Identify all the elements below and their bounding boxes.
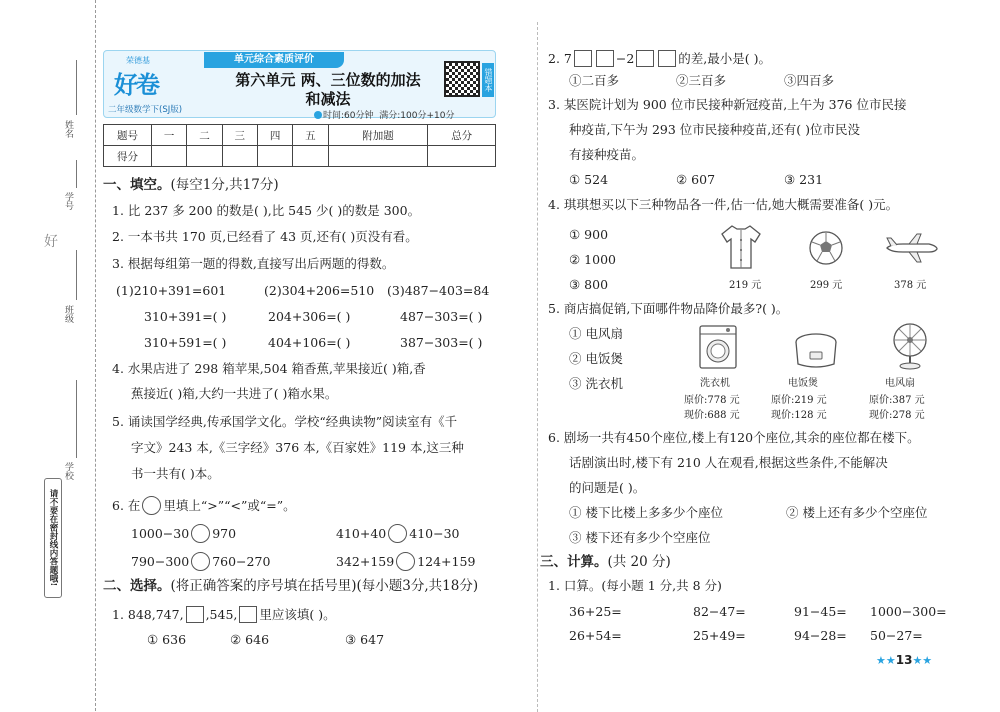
s1-q4-line1: 4. 水果店进了 298 箱苹果,504 箱香蕉,苹果接近( )箱,香	[112, 361, 426, 376]
electric-fan-icon	[888, 322, 932, 370]
evaluation-tag: 单元综合素质评价	[204, 52, 344, 68]
s1-q3-g2-c: 404+106=( )	[268, 335, 351, 350]
fan-orig-price: 原价:387 元	[869, 395, 925, 406]
s2-q1-opt3: ③ 647	[345, 632, 385, 647]
score-row-label: 得分	[104, 146, 152, 167]
clock-icon	[314, 111, 322, 119]
svg-text:好: 好	[44, 234, 58, 250]
mistake-book-tag: 错题本	[482, 63, 494, 97]
grade-label: 二年级数学下(SJ版)	[108, 105, 183, 115]
compare-circle[interactable]	[191, 524, 210, 543]
student-id-line[interactable]	[76, 160, 77, 188]
ball-price: 299 元	[810, 280, 843, 291]
unit-banner	[103, 50, 496, 121]
s1-q4-line2: 蕉接近( )箱,大约一共进了( )箱水果。	[131, 386, 338, 401]
unit-title	[208, 71, 448, 109]
time-limit: 时间:60分钟	[323, 111, 374, 121]
compare-3	[131, 552, 270, 571]
seal-mark-icon	[40, 222, 70, 258]
cooker-now-price: 现价:128 元	[771, 410, 827, 421]
compare-left: 1000−30	[131, 526, 190, 541]
s2-q5-opt2: ② 电饭煲	[569, 351, 623, 366]
section2-title: 二、选择。	[103, 578, 171, 594]
rice-cooker-icon	[793, 330, 839, 370]
s2-q1-post: 里应该填( )。	[259, 607, 336, 622]
compare-circle	[142, 496, 161, 515]
washer-name: 洗衣机	[700, 378, 730, 389]
washer-now-price: 现价:688 元	[684, 410, 740, 421]
s2-q2-opt2: ②三百多	[676, 73, 727, 88]
s2-q4: 4. 琪琪想买以下三种物品各一件,估一估,她大概需要准备( )元。	[548, 197, 899, 212]
oral-calc: 36+25=	[569, 604, 622, 619]
s1-q5-line3: 书一共有( )本。	[131, 466, 220, 481]
score-input-cell[interactable]	[187, 146, 222, 167]
section1-note: (每空1分,共17分)	[170, 177, 279, 193]
student-id-label: 学号	[63, 192, 73, 210]
s3-sub-heading	[548, 578, 722, 594]
blank-box[interactable]	[636, 50, 654, 67]
blank-box[interactable]	[239, 606, 257, 623]
logo-text: 好卷	[114, 71, 158, 99]
s2-q3-opt3: ③ 231	[784, 172, 824, 187]
compare-left: 790−300	[131, 554, 190, 569]
section1-title: 一、填空。	[103, 177, 171, 193]
seal-line	[95, 0, 96, 711]
s1-q3-g1-c: 310+591=( )	[144, 335, 227, 350]
shirt-icon	[718, 222, 764, 272]
compare-right: 760−270	[212, 554, 271, 569]
no-answer-warning: 请不要在密封线内答题哦!	[44, 478, 62, 598]
score-input-cell[interactable]	[328, 146, 428, 167]
s2-q2	[548, 50, 771, 67]
class-label: 班级	[63, 305, 73, 323]
s1-q1: 1. 比 237 多 200 的数是( ),比 545 少( )的数是 300。	[112, 203, 421, 218]
binding-margin	[0, 0, 95, 711]
s2-q2-mid: −2	[615, 51, 635, 66]
score-cell: 五	[293, 125, 328, 146]
oral-calc: 91−45=	[794, 604, 847, 619]
s1-q6-post: 里填上“>”“<”或“=”。	[163, 498, 296, 513]
s2-q6-opt2: ② 楼上还有多少个空座位	[786, 505, 928, 520]
page-number: 13	[895, 653, 913, 667]
compare-right: 970	[212, 526, 237, 541]
s2-q4-opt2: ② 1000	[569, 252, 616, 267]
s1-q3-g2-b: 204+306=( )	[268, 309, 351, 324]
score-input-cell[interactable]	[293, 146, 328, 167]
score-table-header-row	[104, 125, 496, 146]
compare-left: 410+40	[336, 526, 387, 541]
s2-q4-opt1: ① 900	[569, 227, 609, 242]
compare-2	[336, 524, 460, 543]
s2-q1-mid: ,545,	[205, 607, 238, 622]
score-input-cell[interactable]	[152, 146, 187, 167]
page-number-badge: ★★13★★	[876, 653, 933, 667]
score-cell: 二	[187, 125, 222, 146]
class-line[interactable]	[76, 250, 77, 300]
s2-q2-pre: 2. 7	[548, 51, 572, 66]
s2-q5: 5. 商店搞促销,下面哪件物品降价最多?( )。	[548, 301, 789, 316]
blank-box[interactable]	[574, 50, 592, 67]
s2-q6-opt1: ① 楼下比楼上多多少个座位	[569, 505, 723, 520]
unit-title-line2: 和减法	[305, 90, 351, 108]
s1-q3-g1-b: 310+391=( )	[144, 309, 227, 324]
toy-plane-icon	[883, 232, 939, 264]
s2-q3-opt1: ① 524	[569, 172, 609, 187]
s2-q5-opt3: ③ 洗衣机	[569, 376, 623, 391]
s2-q3-line3: 有接种疫苗。	[569, 147, 645, 162]
s2-q3-opt2: ② 607	[676, 172, 716, 187]
cooker-name: 电饭煲	[788, 378, 818, 389]
unit-title-line1: 第六单元 两、三位数的加法	[235, 71, 421, 89]
s2-q6-line1: 6. 剧场一共有450个座位,楼上有120个座位,其余的座位都在楼下。	[548, 430, 920, 445]
s2-q1-pre: 1. 848,747,	[112, 607, 184, 622]
washing-machine-icon	[698, 324, 738, 370]
s1-q3-g3-a: (3)487−403=84	[387, 283, 490, 298]
oral-calc: 26+54=	[569, 628, 622, 643]
section3-title: 三、计算。	[540, 554, 608, 570]
score-table-input-row	[104, 146, 496, 167]
full-score: 满分:100分+10分	[379, 111, 455, 121]
shirt-price: 219 元	[729, 280, 762, 291]
oral-calc: 25+49=	[693, 628, 746, 643]
section2-heading	[103, 578, 478, 594]
compare-circle[interactable]	[191, 552, 210, 571]
blank-box[interactable]	[658, 50, 676, 67]
fan-now-price: 现价:278 元	[869, 410, 925, 421]
qr-code-icon[interactable]	[444, 61, 480, 97]
s2-q1-opt1: ① 636	[147, 632, 187, 647]
washer-orig-price: 原价:778 元	[684, 395, 740, 406]
s2-q3-line1: 3. 某医院计划为 900 位市民接种新冠疫苗,上午为 376 位市民接	[548, 97, 907, 112]
exam-meta	[314, 108, 454, 121]
s2-q2-opt3: ③四百多	[784, 73, 835, 88]
compare-right: 410−30	[409, 526, 460, 541]
score-input-cell[interactable]	[257, 146, 292, 167]
score-cell: 题号	[104, 125, 152, 146]
compare-circle[interactable]	[388, 524, 407, 543]
s2-q5-opt1: ① 电风扇	[569, 326, 623, 341]
s1-q3-g3-c: 387−303=( )	[400, 335, 483, 350]
plane-price: 378 元	[894, 280, 927, 291]
s1-q3: 3. 根据每组第一题的得数,直接写出后两题的得数。	[112, 256, 395, 271]
school-label: 学校	[63, 462, 73, 480]
soccer-ball-icon	[808, 230, 844, 266]
s2-q2-post: 的差,最小是( )。	[678, 51, 771, 66]
fan-name: 电风扇	[885, 378, 915, 389]
page-fold-line	[537, 22, 538, 712]
s3-sub-note: (每小题 1 分,共 8 分)	[601, 578, 722, 593]
blank-box[interactable]	[596, 50, 614, 67]
oral-calc: 94−28=	[794, 628, 847, 643]
oral-calc: 1000−300=	[870, 604, 947, 619]
s1-q6	[112, 496, 296, 515]
section3-heading	[540, 554, 671, 570]
compare-4	[336, 552, 475, 571]
score-cell: 三	[222, 125, 257, 146]
section2-note: (将正确答案的序号填在括号里)(每小题3分,共18分)	[170, 578, 479, 594]
s2-q1	[112, 606, 336, 623]
compare-left: 342+159	[336, 554, 395, 569]
score-input-cell[interactable]	[222, 146, 257, 167]
s2-q3-line2: 种疫苗,下午为 293 位市民接种疫苗,还有( )位市民没	[569, 122, 860, 137]
score-cell: 一	[152, 125, 187, 146]
compare-1	[131, 524, 236, 543]
name-label: 姓名	[63, 120, 73, 138]
school-line[interactable]	[76, 380, 77, 458]
score-table	[103, 124, 496, 167]
score-cell: 四	[257, 125, 292, 146]
s2-q6-line3: 的问题是( )。	[569, 480, 646, 495]
oral-calc: 82−47=	[693, 604, 746, 619]
brand-name: 荣德基	[126, 56, 150, 65]
s1-q6-pre: 6. 在	[112, 498, 141, 513]
s1-q3-g1-a: (1)210+391=601	[116, 283, 227, 298]
s2-q6-opt3: ③ 楼下还有多少个空座位	[569, 530, 711, 545]
name-line[interactable]	[76, 60, 77, 115]
blank-box[interactable]	[186, 606, 204, 623]
section1-heading	[103, 177, 279, 193]
s1-q2: 2. 一本书共 170 页,已经看了 43 页,还有( )页没有看。	[112, 229, 418, 244]
s1-q3-g3-b: 487−303=( )	[400, 309, 483, 324]
cooker-orig-price: 原价:219 元	[771, 395, 827, 406]
oral-calc: 50−27=	[870, 628, 923, 643]
compare-right: 124+159	[417, 554, 476, 569]
brand-logo	[108, 55, 192, 117]
s2-q6-line2: 话剧演出时,楼下有 210 人在观看,根据这些条件,不能解决	[569, 455, 888, 470]
s1-q3-g2-a: (2)304+206=510	[264, 283, 375, 298]
score-cell: 总分	[428, 125, 496, 146]
score-cell: 附加题	[328, 125, 428, 146]
s1-q5-line2: 字文》243 本,《三字经》376 本,《百家姓》119 本,这三种	[131, 440, 464, 455]
s1-q5-line1: 5. 诵读国学经典,传承国学文化。学校“经典读物”阅读室有《千	[112, 414, 458, 429]
score-input-cell[interactable]	[428, 146, 496, 167]
s2-q1-opt2: ② 646	[230, 632, 270, 647]
s2-q4-opt3: ③ 800	[569, 277, 609, 292]
compare-circle[interactable]	[396, 552, 415, 571]
section3-note: (共 20 分)	[607, 554, 671, 570]
s2-q2-opt1: ①二百多	[569, 73, 620, 88]
s3-sub-title: 1. 口算。	[548, 578, 602, 593]
